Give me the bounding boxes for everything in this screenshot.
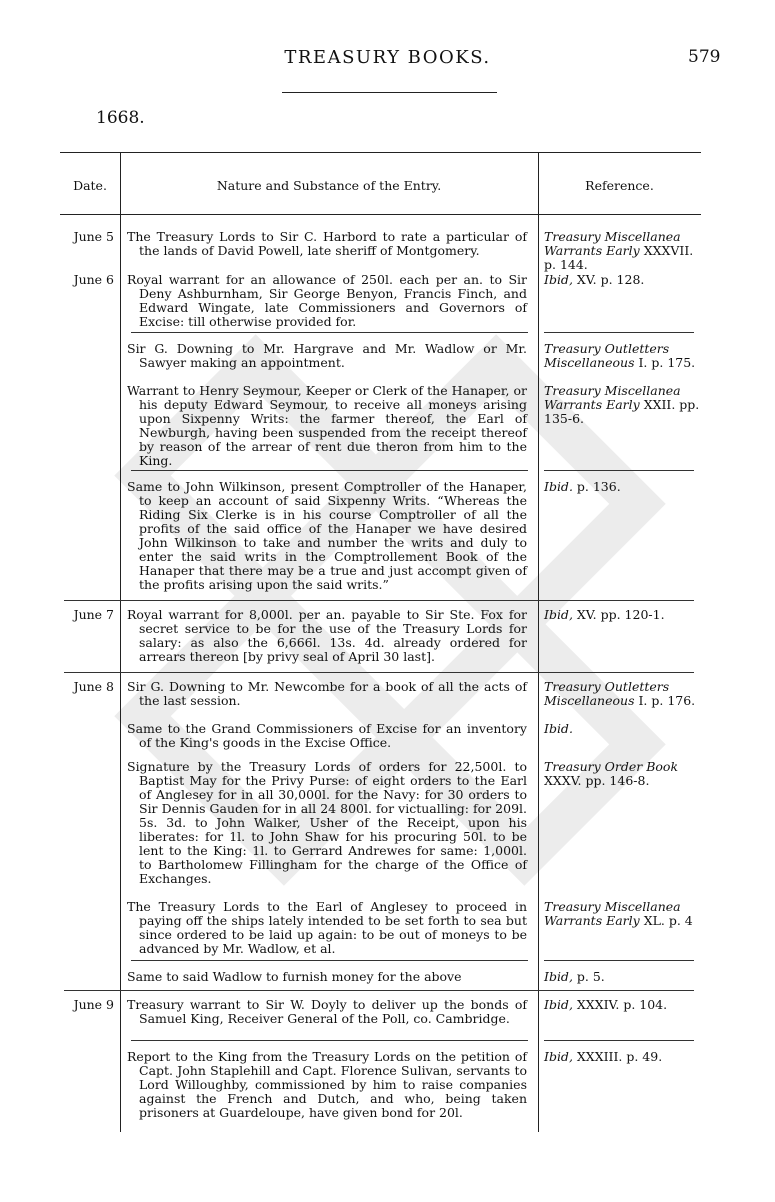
table-top-rule	[60, 152, 701, 153]
reference-volume: XXII. pp. 135-6.	[544, 397, 700, 426]
entry-text: Royal warrant for 8,000l. per an. payable to Sir Ste. Fox for secret service to be for the use of the Treasury Lords for salary: as also the 6,666l. 13s. 4d. already ordered for arrears thereon [by privy seal of April 30 last].	[127, 607, 527, 664]
reference-source: Treasury Miscellanea Warrants Early	[544, 229, 681, 258]
entry-text: Same to the Grand Commissioners of Excise for an inventory of the King's goods in the Excise Office.	[127, 721, 527, 750]
reference-divider	[544, 960, 694, 961]
entry-reference	[544, 342, 704, 370]
entry-reference	[544, 998, 704, 1012]
date-column-rule	[120, 152, 121, 1132]
reference-source: Ibid,	[544, 272, 573, 287]
reference-volume: p. 5.	[576, 969, 605, 984]
entry-text: Report to the King from the Treasury Lords on the petition of Capt. John Staplehill and Capt. Florence Sulivan, servants to Lord Willoughby, commissioned by him to raise companies against the French and Dutch, and who, being taken prisoners at Guardeloupe, have given bond for 20l.	[127, 1049, 527, 1120]
reference-source: Ibid.	[544, 479, 573, 494]
reference-source: Treasury Outletters Miscellaneous	[544, 341, 670, 370]
running-title: TREASURY BOOKS.	[284, 47, 491, 68]
entry-divider	[131, 470, 528, 471]
reference-volume: I. p. 175.	[638, 355, 696, 370]
entry-reference	[544, 970, 704, 984]
reference-volume: I. p. 176.	[638, 693, 696, 708]
reference-volume: XXXV. pp. 146-8.	[544, 773, 650, 788]
entry-date: June 5	[73, 229, 114, 244]
row-divider	[64, 672, 694, 673]
entry-text: Sir G. Downing to Mr. Newcombe for a book of all the acts of the last session.	[127, 679, 527, 708]
entry-date: June 8	[73, 679, 114, 694]
entry-reference	[544, 1050, 704, 1064]
page-number: 579	[688, 47, 721, 67]
entry-reference	[544, 384, 704, 426]
entry-text: Treasury warrant to Sir W. Doyly to deliver up the bonds of Samuel King, Receiver General of the Poll, co. Cambridge.	[127, 997, 527, 1026]
entry-reference	[544, 480, 704, 494]
row-divider	[64, 600, 694, 601]
column-header-entry: Nature and Substance of the Entry.	[216, 178, 442, 193]
reference-volume: XL. p. 4	[643, 913, 693, 928]
column-header-reference: Reference.	[585, 178, 654, 193]
entry-date: June 6	[73, 272, 114, 287]
reference-source: Treasury Order Book	[544, 759, 679, 774]
reference-volume: XV. p. 128.	[576, 272, 645, 287]
entry-divider	[131, 332, 528, 333]
reference-volume: XV. pp. 120-1.	[576, 607, 665, 622]
header-rule	[282, 92, 497, 93]
entry-reference	[544, 900, 704, 928]
reference-source: Ibid,	[544, 1049, 573, 1064]
reference-divider	[544, 332, 694, 333]
reference-volume: p. 136.	[576, 479, 621, 494]
entry-divider	[131, 960, 528, 961]
entry-reference	[544, 760, 704, 788]
reference-source: Treasury Miscellanea Warrants Early	[544, 383, 681, 412]
reference-source: Ibid,	[544, 997, 573, 1012]
entry-reference	[544, 680, 704, 708]
table-header-rule	[60, 214, 701, 215]
reference-volume: XXXVII. p. 144.	[544, 243, 694, 272]
entry-text: The Treasury Lords to Sir C. Harbord to rate a particular of the lands of David Powell, late sheriff of Montgomery.	[127, 229, 527, 258]
row-divider	[64, 990, 694, 991]
entry-text: Same to said Wadlow to furnish money for the above	[127, 969, 462, 984]
entry-reference	[544, 273, 704, 287]
entry-divider	[131, 1040, 528, 1041]
reference-divider	[544, 470, 694, 471]
reference-source: Ibid,	[544, 969, 573, 984]
year-heading: 1668.	[96, 108, 145, 128]
entry-reference	[544, 608, 704, 622]
entry-text: Signature by the Treasury Lords of orders for 22,500l. to Baptist May for the Privy Purse: of eight orders to the Earl of Anglesey for in all 30,000l. for the Navy: for 30 orders to Sir Dennis Gauden for in all 24 800l. for victualling: for 209l. 5s. 3d. to John Walker, Usher of the Receipt, upon his liberates: for 1l. to John Shaw for his procuring 50l. to be lent to the King: 1l. to Gerrard Andrewes for same: 1,000l. to Bartholomew Fillingham for the charge of the Office of Exchanges.	[127, 759, 527, 886]
reference-source: Treasury Outletters Miscellaneous	[544, 679, 670, 708]
entries-table	[60, 152, 701, 1132]
reference-volume: XXXIV. p. 104.	[576, 997, 668, 1012]
entry-date: June 7	[73, 607, 114, 622]
reference-column-rule	[538, 152, 539, 1132]
reference-source: Ibid.	[544, 721, 573, 736]
reference-volume: XXXIII. p. 49.	[576, 1049, 663, 1064]
entry-text: Same to John Wilkinson, present Comptroller of the Hanaper, to keep an account of said Sixpenny Writs. “Whereas the Riding Six Clerke is in his course Comptroller of all the profits of the said office of the Hanaper we have desired John Wilkinson to take and number the writs and duly to enter the said writs in the Comptrollement Book of the Hanaper that there may be a true and just accompt given of the profits arising upon the said writs.”	[127, 479, 527, 592]
entry-text: The Treasury Lords to the Earl of Anglesey to proceed in paying off the ships lately intended to be set forth to sea but since ordered to be laid up again: to be out of moneys to be advanced by Mr. Wadlow, et al.	[127, 899, 527, 956]
entry-reference	[544, 722, 704, 736]
entry-date: June 9	[73, 997, 114, 1012]
reference-divider	[544, 1040, 694, 1041]
column-header-date: Date.	[73, 178, 107, 193]
reference-source: Ibid,	[544, 607, 573, 622]
entry-text: Warrant to Henry Seymour, Keeper or Clerk of the Hanaper, or his deputy Edward Seymour, to receive all moneys arising upon Sixpenny Writs: the farmer thereof, the Earl of Newburgh, having been suspended from the receipt thereof by reason of the arrear of rent due theron from him to the King.	[127, 383, 527, 468]
entry-text: Royal warrant for an allowance of 250l. each per an. to Sir Deny Ashburnham, Sir George Benyon, Francis Finch, and Edward Wingate, late Commissioners and Governors of Excise: till otherwise provided for.	[127, 272, 527, 329]
entry-reference	[544, 230, 704, 272]
reference-source: Treasury Miscellanea Warrants Early	[544, 899, 681, 928]
entry-text: Sir G. Downing to Mr. Hargrave and Mr. Wadlow or Mr. Sawyer making an appointment.	[127, 341, 527, 370]
